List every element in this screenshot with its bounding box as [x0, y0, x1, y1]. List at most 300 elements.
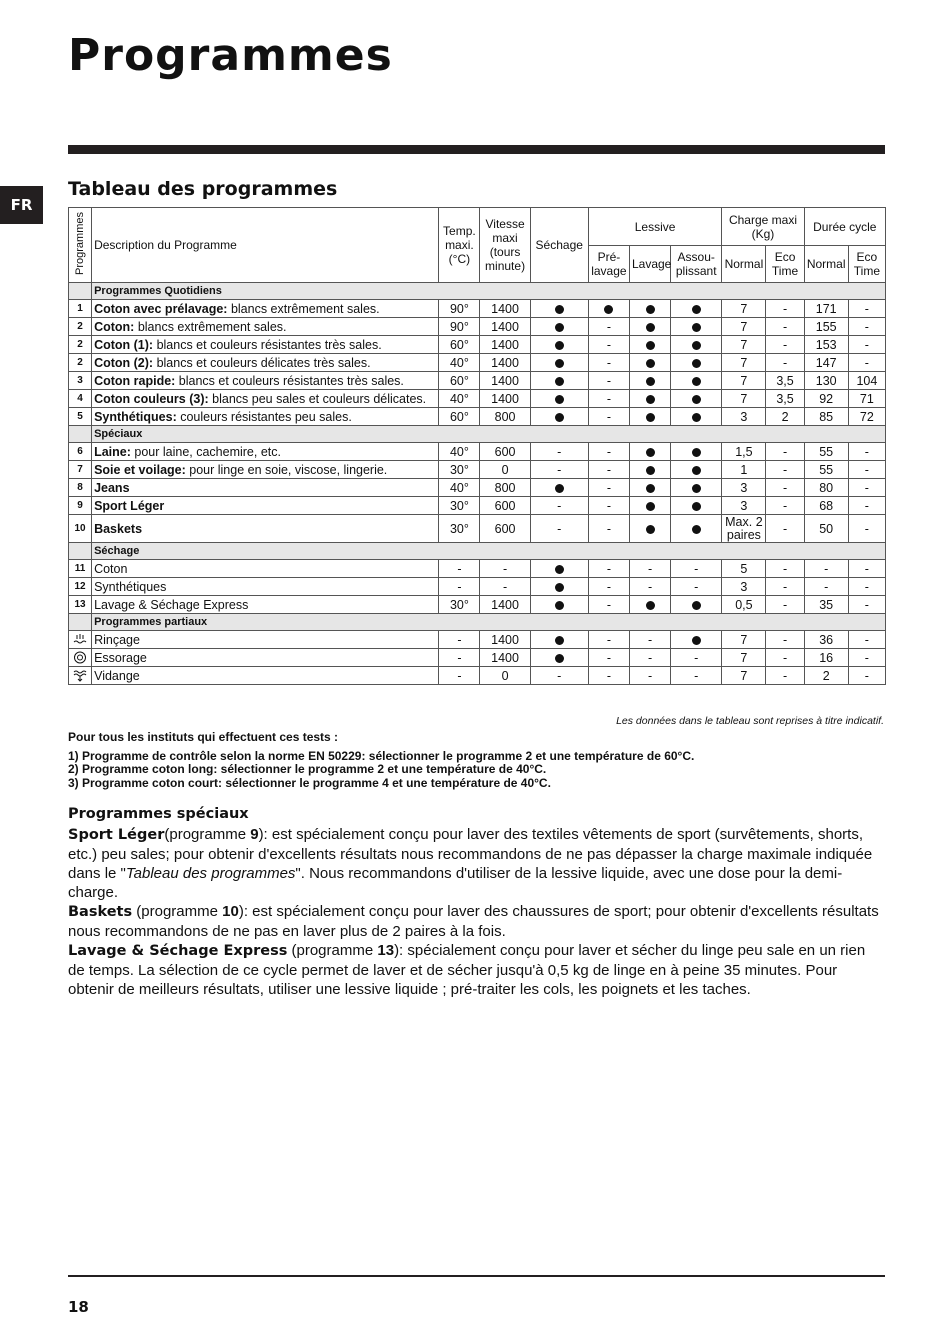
- cell-sech: [530, 318, 588, 336]
- cell-charge_n: 7: [722, 667, 766, 685]
- top-divider: [68, 145, 885, 154]
- spin-icon: [69, 649, 92, 667]
- programme-description: [92, 649, 439, 667]
- cell-speed: 800: [480, 408, 530, 426]
- bullet-icon: [555, 413, 564, 422]
- programme-detail: blancs peu sales et couleurs délicates.: [208, 391, 427, 406]
- cell-pre: -: [588, 578, 629, 596]
- header-lessive: Lessive: [588, 208, 721, 246]
- table-section-row: [69, 614, 886, 631]
- cell-pre: -: [588, 560, 629, 578]
- cell-assou: [671, 372, 722, 390]
- cell-assou: [671, 318, 722, 336]
- cell-lav: [629, 479, 670, 497]
- programme-number: 2: [69, 318, 92, 336]
- cell-dur_n: 68: [804, 497, 848, 515]
- header-duree-eco: Eco Time: [848, 246, 885, 283]
- special-heading: Programmes spéciaux: [68, 806, 249, 822]
- cell-lav: -: [629, 667, 670, 685]
- cell-speed: 1400: [480, 354, 530, 372]
- cell-sech: -: [530, 443, 588, 461]
- cell-charge_n: Max. 2 paires: [722, 515, 766, 543]
- section-label: Séchage: [92, 543, 886, 560]
- cell-charge_n: 7: [722, 372, 766, 390]
- tests-item: 2) Programme coton long: sélectionner le programme 2 et une température de 40°C.: [68, 762, 547, 776]
- programme-detail: blancs extrêmement sales.: [134, 319, 287, 334]
- cell-speed: 1400: [480, 390, 530, 408]
- programme-number: 1: [69, 300, 92, 318]
- cell-temp: 60°: [439, 372, 480, 390]
- programme-description: [92, 443, 439, 461]
- cell-sech: [530, 560, 588, 578]
- cell-assou: [671, 515, 722, 543]
- programme-detail: pour linge en soie, viscose, lingerie.: [185, 462, 388, 477]
- cell-pre: -: [588, 631, 629, 649]
- bullet-icon: [646, 413, 655, 422]
- cell-temp: 30°: [439, 497, 480, 515]
- cell-lav: [629, 336, 670, 354]
- bullet-icon: [646, 377, 655, 386]
- cell-charge_n: 3: [722, 497, 766, 515]
- bullet-icon: [555, 601, 564, 610]
- cell-temp: 90°: [439, 318, 480, 336]
- cell-speed: -: [480, 578, 530, 596]
- programme-name: Coton (2):: [94, 355, 154, 370]
- cell-lav: [629, 515, 670, 543]
- cell-lav: [629, 596, 670, 614]
- header-vitesse: Vitesse maxi (tours minute): [480, 208, 530, 283]
- programme-description: [92, 372, 439, 390]
- bullet-icon: [692, 377, 701, 386]
- bullet-icon: [555, 636, 564, 645]
- cell-temp: -: [439, 631, 480, 649]
- cell-charge_n: 7: [722, 318, 766, 336]
- cell-dur_e: -: [848, 649, 885, 667]
- cell-sech: [530, 354, 588, 372]
- programme-detail: blancs et couleurs résistantes très sales.: [175, 373, 404, 388]
- cell-charge_n: 1,5: [722, 443, 766, 461]
- table-row: [69, 497, 886, 515]
- bullet-icon: [646, 448, 655, 457]
- special-paragraph-sport: Sport Léger(programme 9): est spécialement conçu pour laver des textiles vêtements de sport (survêtements, shorts, etc.) peu sales; pour obtenir d'excellents résultats nous recommandons de ne pas dépasser la charge maximale indiquée dans le "Tableau des programmes". Nous recommandons d'utiliser de la lessive liquide, avec une dose pour la demi-charge.: [68, 826, 873, 901]
- cell-charge_e: -: [766, 336, 804, 354]
- programme-description: [92, 560, 439, 578]
- table-row: [69, 649, 886, 667]
- programme-name: Coton avec prélavage:: [94, 301, 228, 316]
- table-row: [69, 354, 886, 372]
- cell-dur_e: -: [848, 461, 885, 479]
- header-charge-normal: Normal: [722, 246, 766, 283]
- programme-detail: Vidange: [94, 668, 140, 683]
- cell-pre: -: [588, 596, 629, 614]
- programme-description: [92, 300, 439, 318]
- bullet-icon: [646, 525, 655, 534]
- section-label: Programmes Quotidiens: [92, 283, 886, 300]
- cell-assou: [671, 354, 722, 372]
- cell-sech: [530, 372, 588, 390]
- cell-speed: 600: [480, 443, 530, 461]
- cell-assou: [671, 390, 722, 408]
- header-description: Description du Programme: [92, 208, 439, 283]
- cell-pre: -: [588, 443, 629, 461]
- section-spacer: [69, 614, 92, 631]
- section-spacer: [69, 543, 92, 560]
- section-label: Programmes partiaux: [92, 614, 886, 631]
- cell-speed: 1400: [480, 631, 530, 649]
- page-title: Programmes: [68, 30, 393, 81]
- cell-lav: -: [629, 578, 670, 596]
- bullet-icon: [604, 305, 613, 314]
- cell-lav: [629, 372, 670, 390]
- cell-temp: 40°: [439, 479, 480, 497]
- programme-name: Baskets: [94, 521, 143, 536]
- cell-temp: 40°: [439, 443, 480, 461]
- cell-dur_n: 147: [804, 354, 848, 372]
- cell-pre: -: [588, 372, 629, 390]
- header-programmes: Programmes: [69, 208, 92, 283]
- cell-lav: [629, 408, 670, 426]
- cell-dur_n: 85: [804, 408, 848, 426]
- cell-pre: -: [588, 479, 629, 497]
- cell-lav: -: [629, 560, 670, 578]
- tests-block: [68, 731, 694, 790]
- cell-dur_e: -: [848, 515, 885, 543]
- cell-dur_e: -: [848, 667, 885, 685]
- language-tab: FR: [0, 186, 43, 224]
- programme-name: Coton (1):: [94, 337, 154, 352]
- cell-pre: -: [588, 408, 629, 426]
- cell-temp: -: [439, 560, 480, 578]
- programme-number: 12: [69, 578, 92, 596]
- cell-dur_e: 72: [848, 408, 885, 426]
- header-duree-normal: Normal: [804, 246, 848, 283]
- cell-charge_e: -: [766, 631, 804, 649]
- cell-dur_e: -: [848, 479, 885, 497]
- table-row: [69, 390, 886, 408]
- cell-dur_e: -: [848, 560, 885, 578]
- bullet-icon: [646, 502, 655, 511]
- cell-speed: 1400: [480, 336, 530, 354]
- cell-charge_n: 1: [722, 461, 766, 479]
- programme-name: Coton:: [94, 319, 135, 334]
- header-temp: Temp. maxi. (°C): [439, 208, 480, 283]
- cell-sech: [530, 408, 588, 426]
- programme-detail: Coton: [94, 561, 128, 576]
- table-section-row: [69, 426, 886, 443]
- cell-temp: -: [439, 649, 480, 667]
- header-assouplissant: Assou- plissant: [671, 246, 722, 283]
- bullet-icon: [646, 323, 655, 332]
- cell-charge_e: -: [766, 354, 804, 372]
- programme-description: [92, 336, 439, 354]
- cell-temp: 30°: [439, 596, 480, 614]
- bullet-icon: [692, 413, 701, 422]
- cell-pre: -: [588, 649, 629, 667]
- cell-charge_n: 3: [722, 578, 766, 596]
- cell-charge_e: -: [766, 461, 804, 479]
- cell-assou: [671, 497, 722, 515]
- cell-temp: 30°: [439, 461, 480, 479]
- programme-number: 3: [69, 372, 92, 390]
- cell-lav: -: [629, 631, 670, 649]
- cell-temp: 60°: [439, 336, 480, 354]
- cell-charge_e: -: [766, 667, 804, 685]
- bullet-icon: [692, 502, 701, 511]
- cell-sech: [530, 649, 588, 667]
- cell-dur_n: -: [804, 578, 848, 596]
- programme-name: Jeans: [94, 480, 130, 495]
- cell-speed: 1400: [480, 318, 530, 336]
- programme-description: [92, 497, 439, 515]
- header-prelavage: Pré- lavage: [588, 246, 629, 283]
- cell-charge_n: 7: [722, 354, 766, 372]
- table-row: [69, 578, 886, 596]
- cell-dur_n: 35: [804, 596, 848, 614]
- bullet-icon: [692, 466, 701, 475]
- table-row: [69, 318, 886, 336]
- cell-dur_e: -: [848, 443, 885, 461]
- cell-assou: [671, 336, 722, 354]
- cell-charge_e: -: [766, 596, 804, 614]
- cell-assou: -: [671, 667, 722, 685]
- cell-dur_n: -: [804, 560, 848, 578]
- special-paragraph-baskets: Baskets (programme 10): est spécialement conçu pour laver des chaussures de sport; pour obtenir d'excellents résultats nous recommandons de ne pas en laver plus de 2 paires à la fois.: [68, 903, 879, 940]
- cell-dur_e: -: [848, 596, 885, 614]
- programme-number: 10: [69, 515, 92, 543]
- bullet-icon: [692, 601, 701, 610]
- programme-detail: Lavage & Séchage Express: [94, 597, 249, 612]
- cell-sech: -: [530, 497, 588, 515]
- cell-sech: [530, 300, 588, 318]
- table-row: [69, 596, 886, 614]
- bullet-icon: [692, 323, 701, 332]
- programme-number: 7: [69, 461, 92, 479]
- cell-dur_e: 104: [848, 372, 885, 390]
- programme-description: [92, 479, 439, 497]
- programme-description: [92, 408, 439, 426]
- cell-speed: 0: [480, 461, 530, 479]
- table-row: [69, 515, 886, 543]
- cell-dur_e: -: [848, 578, 885, 596]
- bullet-icon: [692, 525, 701, 534]
- cell-dur_n: 16: [804, 649, 848, 667]
- cell-temp: -: [439, 667, 480, 685]
- cell-temp: 60°: [439, 408, 480, 426]
- table-body: [69, 283, 886, 685]
- table-row: [69, 560, 886, 578]
- cell-sech: [530, 390, 588, 408]
- cell-dur_n: 55: [804, 443, 848, 461]
- bullet-icon: [646, 484, 655, 493]
- cell-charge_e: 3,5: [766, 390, 804, 408]
- cell-assou: -: [671, 560, 722, 578]
- table-row: [69, 443, 886, 461]
- table-note: Les données dans le tableau sont reprises à titre indicatif.: [616, 715, 884, 727]
- cell-dur_e: -: [848, 631, 885, 649]
- cell-temp: 40°: [439, 390, 480, 408]
- programme-description: [92, 667, 439, 685]
- cell-pre: [588, 300, 629, 318]
- bullet-icon: [692, 341, 701, 350]
- cell-charge_e: -: [766, 300, 804, 318]
- table-row: [69, 461, 886, 479]
- cell-sech: [530, 336, 588, 354]
- programme-description: [92, 461, 439, 479]
- cell-dur_n: 153: [804, 336, 848, 354]
- cell-lav: [629, 497, 670, 515]
- bullet-icon: [692, 305, 701, 314]
- programme-detail: blancs extrêmement sales.: [227, 301, 380, 316]
- cell-speed: 1400: [480, 596, 530, 614]
- cell-speed: 1400: [480, 300, 530, 318]
- cell-charge_n: 3: [722, 479, 766, 497]
- cell-temp: 30°: [439, 515, 480, 543]
- cell-sech: [530, 479, 588, 497]
- bullet-icon: [555, 565, 564, 574]
- cell-dur_e: -: [848, 336, 885, 354]
- header-charge: Charge maxi (Kg): [722, 208, 804, 246]
- bullet-icon: [646, 305, 655, 314]
- cell-lav: [629, 300, 670, 318]
- bullet-icon: [555, 305, 564, 314]
- tests-intro: Pour tous les instituts qui effectuent ces tests :: [68, 730, 339, 744]
- programme-description: [92, 390, 439, 408]
- bullet-icon: [555, 341, 564, 350]
- programme-number: 13: [69, 596, 92, 614]
- bullet-icon: [646, 341, 655, 350]
- cell-pre: -: [588, 515, 629, 543]
- programme-description: [92, 515, 439, 543]
- rinse-icon: [69, 631, 92, 649]
- cell-temp: 40°: [439, 354, 480, 372]
- cell-pre: -: [588, 354, 629, 372]
- special-programmes: [68, 805, 886, 999]
- cell-pre: -: [588, 497, 629, 515]
- cell-dur_n: 155: [804, 318, 848, 336]
- table-row: [69, 372, 886, 390]
- table-row: [69, 667, 886, 685]
- cell-charge_n: 0,5: [722, 596, 766, 614]
- cell-charge_e: -: [766, 318, 804, 336]
- bullet-icon: [692, 484, 701, 493]
- cell-dur_n: 2: [804, 667, 848, 685]
- cell-lav: [629, 354, 670, 372]
- bullet-icon: [555, 359, 564, 368]
- cell-pre: -: [588, 318, 629, 336]
- programme-number: 6: [69, 443, 92, 461]
- tests-item: 3) Programme coton court: sélectionner le programme 4 et une température de 40°C.: [68, 775, 551, 790]
- table-section-row: [69, 543, 886, 560]
- cell-speed: 0: [480, 667, 530, 685]
- cell-dur_n: 130: [804, 372, 848, 390]
- bullet-icon: [692, 359, 701, 368]
- programme-detail: pour laine, cachemire, etc.: [130, 444, 281, 459]
- cell-dur_e: -: [848, 318, 885, 336]
- cell-temp: -: [439, 578, 480, 596]
- cell-charge_e: -: [766, 497, 804, 515]
- cell-speed: -: [480, 560, 530, 578]
- cell-charge_e: -: [766, 560, 804, 578]
- programme-detail: Rinçage: [94, 632, 140, 647]
- table-row: [69, 631, 886, 649]
- cell-speed: 800: [480, 479, 530, 497]
- cell-sech: [530, 631, 588, 649]
- cell-charge_e: -: [766, 578, 804, 596]
- cell-charge_e: -: [766, 443, 804, 461]
- cell-dur_e: -: [848, 497, 885, 515]
- programme-detail: blancs et couleurs résistantes très sales.: [153, 337, 382, 352]
- cell-assou: -: [671, 578, 722, 596]
- programme-number: 9: [69, 497, 92, 515]
- cell-sech: [530, 596, 588, 614]
- cell-assou: [671, 408, 722, 426]
- cell-speed: 1400: [480, 372, 530, 390]
- section-spacer: [69, 426, 92, 443]
- header-duree: Durée cycle: [804, 208, 885, 246]
- section-spacer: [69, 283, 92, 300]
- bullet-icon: [692, 395, 701, 404]
- programme-name: Soie et voilage:: [94, 462, 186, 477]
- programme-detail: couleurs résistantes peu sales.: [176, 409, 352, 424]
- cell-assou: [671, 443, 722, 461]
- cell-dur_e: -: [848, 300, 885, 318]
- programme-name: Coton couleurs (3):: [94, 391, 209, 406]
- cell-assou: [671, 300, 722, 318]
- programme-description: [92, 354, 439, 372]
- cell-charge_n: 7: [722, 300, 766, 318]
- cell-dur_n: 171: [804, 300, 848, 318]
- section-label: Spéciaux: [92, 426, 886, 443]
- programme-detail: blancs et couleurs délicates très sales.: [153, 355, 371, 370]
- cell-charge_n: 7: [722, 649, 766, 667]
- cell-pre: -: [588, 667, 629, 685]
- bullet-icon: [646, 359, 655, 368]
- programme-description: [92, 318, 439, 336]
- programme-detail: Essorage: [94, 650, 147, 665]
- tests-item: 1) Programme de contrôle selon la norme EN 50229: sélectionner le programme 2 et une température de 60°C.: [68, 748, 695, 763]
- cell-dur_n: 50: [804, 515, 848, 543]
- bullet-icon: [555, 377, 564, 386]
- table-section-row: [69, 283, 886, 300]
- bullet-icon: [555, 395, 564, 404]
- cell-speed: 1400: [480, 649, 530, 667]
- bullet-icon: [646, 395, 655, 404]
- programme-number: 4: [69, 390, 92, 408]
- cell-dur_n: 36: [804, 631, 848, 649]
- header-lavage: Lavage: [629, 246, 670, 283]
- cell-charge_n: 7: [722, 336, 766, 354]
- cell-charge_n: 5: [722, 560, 766, 578]
- cell-charge_n: 7: [722, 390, 766, 408]
- section-title: Tableau des programmes: [68, 178, 338, 200]
- programme-name: Sport Léger: [94, 498, 165, 513]
- bullet-icon: [692, 636, 701, 645]
- table-row: [69, 408, 886, 426]
- cell-dur_e: -: [848, 354, 885, 372]
- cell-dur_n: 92: [804, 390, 848, 408]
- cell-charge_e: -: [766, 649, 804, 667]
- cell-lav: [629, 318, 670, 336]
- cell-sech: -: [530, 667, 588, 685]
- cell-charge_n: 3: [722, 408, 766, 426]
- bullet-icon: [555, 583, 564, 592]
- bottom-divider: [68, 1275, 885, 1277]
- cell-sech: -: [530, 515, 588, 543]
- bullet-icon: [646, 466, 655, 475]
- cell-speed: 600: [480, 497, 530, 515]
- page-number: 18: [68, 1298, 89, 1316]
- cell-lav: [629, 461, 670, 479]
